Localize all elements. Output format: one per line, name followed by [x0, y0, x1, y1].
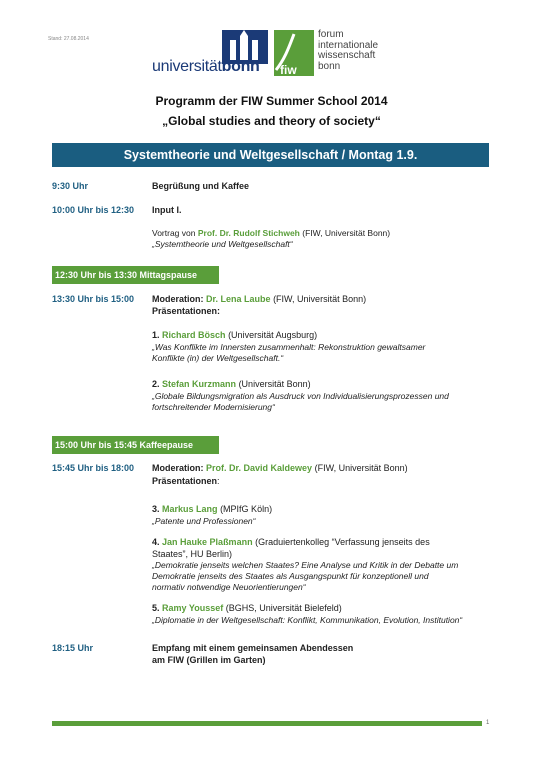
university-wordmark: universitätbonn: [152, 58, 260, 75]
universitaet-bonn-logo: [152, 26, 270, 78]
footer-divider: [52, 721, 482, 726]
presentations-label: Präsentationen:: [152, 476, 220, 486]
coffee-break-bar: 15:00 Uhr bis 15:45 Kaffeepause: [52, 436, 219, 454]
presentation-item: 3. Markus Lang (MPIfG Köln) „Patente und Professionen“: [152, 504, 273, 526]
session-time: 9:30 Uhr: [52, 181, 89, 191]
keynote-speaker: Vortrag von Prof. Dr. Rudolf Stichweh (FIW, Universität Bonn): [152, 228, 391, 238]
lunch-break-bar: 12:30 Uhr bis 13:30 Mittagspause: [52, 266, 219, 284]
moderation-line: Moderation: Dr. Lena Laube (FIW, Universität Bonn): [152, 294, 367, 304]
program-title: Programm der FIW Summer School 2014: [155, 94, 388, 108]
moderation-line: Moderation: Prof. Dr. David Kaldewey (FIW, Universität Bonn): [152, 463, 408, 473]
fiw-mark-icon: [274, 30, 314, 76]
presentation-item: 4. Jan Hauke Plaßmann (Graduiertenkolleg “Verfassung jenseits des Staates”, HU Berlin) „Demokratie jenseits welchen Staates? Eine Analyse und Kritik in der Debatte um Demokratie jenseits des Staates als Ausgangspunkt für konzeptionell und normativ notwendige Neuorientierungen“: [152, 537, 459, 592]
day-header-bar: Systemtheorie und Weltgesellschaft / Montag 1.9.: [52, 143, 489, 167]
presentation-item: 5. Ramy Youssef (BGHS, Universität Bielefeld) „Diplomatie in der Weltgesellschaft: Konflikt, Kommunikation, Evolution, Institution“: [152, 603, 463, 625]
presentation-item: 1. Richard Bösch (Universität Augsburg) „Was Konflikte im Innersten zusammenhalt: Rekonstruktion gewaltsamer Konflikte (in) der Weltgesellschaft.“: [152, 330, 426, 363]
session-time: 10:00 Uhr bis 12:30: [52, 205, 135, 215]
session-label: Begrüßung und Kaffee: [152, 181, 249, 191]
session-time: 13:30 Uhr bis 15:00: [52, 294, 135, 304]
document-date: Stand: 27.08.2014: [48, 36, 89, 42]
session-label: Input I.: [152, 205, 182, 215]
fiw-wordmark: forum internationale wissenschaft bonn: [318, 29, 379, 72]
presentation-item: 2. Stefan Kurzmann (Universität Bonn) „Globale Bildungsmigration als Ausdruck von Individualisierungsprozessen und fortschreitender Modernisierung“: [152, 379, 449, 412]
keynote-title: „Systemtheorie und Weltgesellschaft“: [152, 239, 293, 249]
session-time: 15:45 Uhr bis 18:00: [52, 463, 135, 473]
program-subtitle: „Global studies and theory of society“: [162, 114, 381, 128]
presentations-label: Präsentationen:: [152, 306, 221, 316]
svg-text:fiw: fiw: [280, 63, 297, 76]
session-time: 18:15 Uhr: [52, 643, 94, 653]
reception-line: Empfang mit einem gemeinsamen Abendessen am FIW (Grillen im Garten): [152, 643, 354, 665]
fiw-logo: [274, 30, 314, 76]
page-number: 1: [486, 720, 490, 726]
